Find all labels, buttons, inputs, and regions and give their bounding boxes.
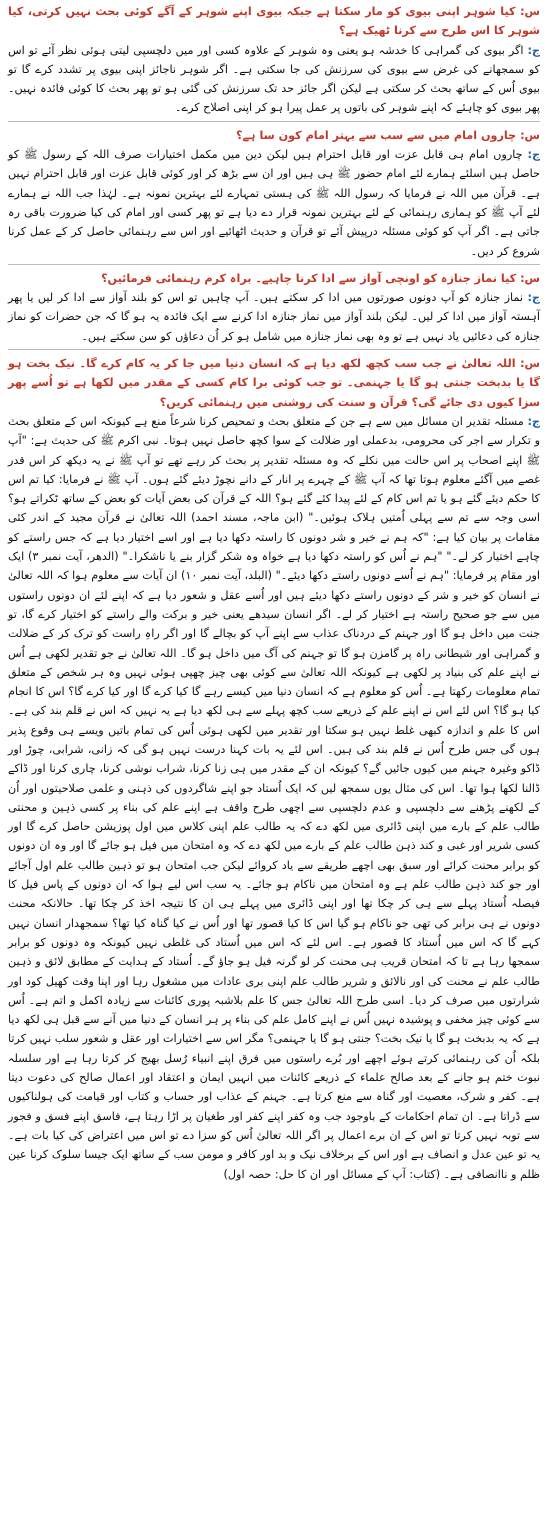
question-label: س:	[520, 271, 540, 285]
divider	[8, 264, 540, 265]
qa-item-2	[8, 126, 540, 261]
answer-2	[8, 145, 540, 261]
answer-text: مسئلہ تقدیر ان مسائل میں سے ہے جن کے متعلق بحث و تمحیص کرنا شرعاً منع ہے کیونکہ اس کے متعلق بحث و تکرار سے اجر کی محرومی، بدعملی اور ضلالت کے سوا کچھ حاصل نہیں ہوتا۔ نبی اکرم ﷺ کی حدیث ہے: "آپ ﷺ اپنے اصحاب پر اس حالت میں نکلے کہ وہ مسئلہ تقدیر پر بحث کر رہے تھے تو آپ ﷺ نے یہ دیکھ کر اس قدر غصے میں آگئے معلوم ہوتا تھا کہ آپ ﷺ کے چہرے پر انار کے دانے نچوڑ دیئے گئے ہوں۔ آپ ﷺ نے فرمایا: کیا تم اس کا حکم دیئے گئے ہو یا تم اس کام کے لئے پیدا کئے گئے ہو؟ اللہ کے قرآن کی بعض آیات کو بعض کے ساتھ ٹکراتے ہو؟ اسی وجہ سے تم سے پہلی اُمتیں ہلاک ہوئیں۔" (ابن ماجہ، مسند احمد) اللہ تعالیٰ نے قرآن مجید کے اندر کئی مقامات پر بیان کیا ہے: "کہ ہم نے خیر و شر دونوں کا راستہ دکھا دیا ہے اور اسے اختیار دیا ہے کہ جس راستے کو چاہے اختیار کر لے۔" "ہم نے اُس کو راستہ دکھا دیا ہے خواہ وہ شکر گزار بنے یا ناشکرا۔" (الدھر، آیت نمبر ۳) ایک اور مقام پر فرمایا: "ہم نے اُسے دونوں راستے دکھا دیئے۔" (البلد، آیت نمبر ۱۰) ان آیات سے معلوم ہوا کہ اللہ تعالیٰ نے انسان کو خیر و شر کے دونوں راستے دکھا دیئے ہیں اور اُسے عقل و شعور دیا ہے کہ اپنے لئے ان دونوں راستوں میں سے جو صحیح راستہ ہے اختیار کر لے۔ اگر انسان سیدھے یعنی خیر و برکت والے راستے کو اختیار کرے گا، تو جنت میں داخل ہو گا اور جہنم کے دردناک عذاب سے اپنے آپ کو بچالے گا اور اگر راہِ راست کو ترک کر کے ضلالت و گمراہی اور شیطانی راہ پر گامزن ہو گا تو جہنم کی آگ میں داخل ہو گا۔ اللہ تعالیٰ نے جو تقدیر لکھی ہے اُس نے اپنے علم کی بنیاد پر لکھی ہے کیونکہ اللہ تعالیٰ سے کوئی بھی چیز چھپی ہوئی نہیں وہ ہر شخص کے متعلق تمام معلومات رکھتا ہے۔ اُس کو معلوم ہے کہ انسان دنیا میں کیسے رہے گا کیا کرے گا اور کیا کرے گا؟ اس کا انجام کیا ہو گا؟ اس لئے اس نے اپنے علم کے ذریعے سب کچھ پہلے سے ہی لکھ دیا ہے یہ نہیں کہ اس نے قلم بند کی ہے۔ اس کا علم و اندازہ کبھی غلط نہیں ہو سکتا اور تقدیر میں لکھی ہوئی اُس کی تمام باتیں ویسے ہی وقوع پذیر ہوں گی جس طرح اُس نے قلم بند کی ہیں۔ اس لئے یہ بات کہنا درست نہیں ہو گی کہ زانی، شرابی، چوڑ اور ڈاکو وغیرہ جہنم میں کیوں جائیں گے؟ کیونکہ ان کے مقدر میں ہی زنا کرنا، شراب نوشی کرنا، چاری کرنا اور ڈاکے ڈالنا لکھا ہوا تھا۔ اس کی مثال یوں سمجھ لیں کہ ایک اُستاد جو اپنے شاگردوں کی ذہنی و علمی صلاحیتوں اور اُن کے لکھنے پڑھنے سے دلچسپی و عدم دلچسپی سے اچھی طرح واقف ہے اپنے علم کی بناء پر کسی ذہین و محنتی طالب علم کے بارے میں اپنی ڈائری میں لکھ دے کہ یہ طالب علم اپنی کلاس میں اول پوزیشن حاصل کرے گا اور کسی شریر اور غبی و کند ذہن طالب علم کے بارے میں لکھ دے کہ وہ امتحان میں فیل ہو جائے گا اور وہ ان دونوں کو برابر محنت کرائے اور سبق بھی اچھے طریقے سے یاد کروائے لیکن جب امتحان ہو تو ذہین طالب علم اول آجائے اور جو کند ذہن طالب علم ہے وہ امتحان میں ناکام ہو جائے۔ یہ سب اس لیے ہوا کہ ان دونوں کے پاس فیل کا فیصلہ اُستاد پہلے سے ہی کر چکا تھا اور اپنی ڈائری میں پہلے ہی ان کا نتیجہ اخذ کر چکا تھا۔ حالانکہ محنت دونوں نے ہی برابر کی تھی جو ناکام ہو گیا اس کا کیا قصور تھا اور اُس نے کیا گناہ کیا تھا؟ سمجھدار انسان نہیں کہے گا کہ اس میں اُستاد کا قصور ہے۔ اس لئے کہ اس میں اُستاد کی غلطی نہیں کیونکہ وہ دونوں کو برابر سمجھا رہا ہے تا کہ امتحان قریب ہی محنت کر لو گرنہ فیل ہو جاؤ گے۔ اُستاد کے ہدایت کے مطابق لائق و ذہین طالب علم نے محنت کی اور نالائق و شریر طالب علم اپنی بری عادات میں مشغول رہا اور اپنا وقت کھیل کود اور شرارتوں میں صرف کر دیا۔ اسی طرح اللہ تعالیٰ جس کا علم بلاشبہ پوری کائنات سے زیادہ اکمل و اتم ہے۔ اُس سے کوئی چیز مخفی و پوشیدہ نہیں اُس نے اپنے کامل علم کی بناء پر ہر انسان کے دنیا میں آنے سے قبل ہی لکھ دیا ہے کہ یہ بدبخت ہو گا یا نیک بخت؟ جنتی ہو گا یا جہنمی؟ مگر اس سے اختیارات اور عقل و شعور سلب نہیں کرتا بلکہ اُن کی رہنمائی کرتے ہوئے اچھے اور بُرے راستوں میں فرق اپنے انبیاء رُسل بھیج کر کرتا رہا ہے اور سلسلہ نبوت ختم ہو جانے کے بعد صالح علماء کے ذریعے کائنات میں انہیں ایمان و اعتقاد اور اعمال صالح کی دعوت دیتا ہے۔ کفر و شرک، معصیت اور گناہ سے منع کرتا ہے۔ جہنم کے عذاب اور حساب و کتاب اور قیامت کی ہولناکیوں سے ڈراتا ہے۔ ان تمام احکامات کے باوجود جب وہ کفر اپنے کفر اور طغیان پر اڑا رہتا ہے، فاسق اپنے فسق و فجور سے توبہ نہیں کرتا تو اس کے ان برے اعمال پر اگر اللہ تعالیٰ اُس کو سزا دے تو اس میں اعتراض کی کیا بات ہے۔ یہ تو عین عدل و انصاف ہے اور اس کے برخلاف نیک و بد اور کافر و مومن سب کے ساتھ ایک جیسا سلوک کرنا عین ظلم و ناانصافی ہے۔ (کتاب: آپ کے مسائل اور ان کا حل: حصہ اول)	[8, 414, 540, 1181]
question-text: چاروں امام میں سے سب سے بہتر امام کون سا ہے؟	[236, 128, 517, 142]
divider	[8, 121, 540, 122]
divider	[8, 349, 540, 350]
question-label: س:	[520, 357, 540, 371]
answer-label: ج:	[527, 291, 540, 305]
answer-label: ج:	[527, 43, 540, 57]
answer-1	[8, 41, 540, 118]
qa-item-4	[8, 354, 540, 1184]
answer-label: ج:	[527, 414, 541, 428]
question-text: اللہ تعالیٰ نے جب سب کچھ لکھ دیا ہے کہ انسان دنیا میں جا کر یہ کام کرے گا۔ نیک بخت ہو گا یا بدبخت جنتی ہو گا یا جہنمی۔ تو جب کوئی برا کام کسی کے مقدر میں لکھا ہے تو اُسے پھر سزا کیوں دی جائے گی؟ قرآن و سنت کی روشنی میں رہنمائی کریں؟	[8, 357, 540, 409]
answer-4	[8, 412, 540, 1184]
question-text: کیا شوہر اپنی بیوی کو مار سکتا ہے جبکہ بیوی اپنے شوہر کے آگے کوئی بحث نہیں کرتی، کیا شوہر کا اس طرح سے کرنا ٹھیک ہے؟	[8, 5, 540, 38]
question-4	[8, 354, 540, 412]
answer-text: نماز جنازہ کو آپ دونوں صورتوں میں ادا کر سکتے ہیں۔ آپ چاہیں تو اس کو بلند آواز سے ادا کر لیں یا پھر آہستہ آواز میں ادا کر لیں۔ لیکن بلند آواز میں نماز جنازہ ادا کرنے سے ایک فائدہ یہ ہو گا کہ جن حضرات کو نماز جنازہ کی دعائیں یاد نہیں ہے تو وہ بھی نماز جنازہ میں شامل ہو کر اُن دعاؤں کو سن سکتے ہیں۔	[8, 291, 540, 343]
answer-3	[8, 288, 540, 346]
question-text: کیا نماز جنازہ کو اونچی آواز سے ادا کرنا چاہیے۔ براہ کرم رہنمائی فرمائیں؟	[101, 271, 517, 285]
qa-item-1	[8, 2, 540, 118]
answer-label: ج:	[527, 148, 541, 162]
question-1	[8, 2, 540, 41]
answer-text: اگر بیوی کی گمراہی کا خدشہ ہو یعنی وہ شوہر کے علاوہ کسی اور میں دلچسپی لیتی ہوئی نظر آئے تو اس کو سمجھانے کی غرض سے بیوی کی سرزنش کی جا سکتی ہے۔ اگر شوہر ناجائز اپنی بیوی پر تشدد کرے گا تو بیوی اُس کے ساتھ بحث کر سکتی ہے لیکن اگر جائز حد تک سرزنش کی گئی ہو تو پھر بحث کا کوئی فائدہ نہیں۔ پھر بیوی کو چاہئے کہ اپنے شوہر کی باتوں پر عمل پیرا ہو کر اپنی اصلاح کرے۔	[8, 43, 540, 115]
answer-text: چاروں امام ہی قابل عزت اور قابل احترام ہیں لیکن دین میں مکمل اختیارات صرف اللہ کے رسول ﷺ کو حاصل ہیں اسلئے ہمارے لئے امام حضور ﷺ ہی ہیں اور ان سے بڑھ کر اور کوئی قابل عزت اور قابل احترام نہیں ہے۔ قرآن میں اللہ نے فرمایا کہ رسول اللہ ﷺ کی ہستی تمہارے لئے بہترین نمونہ ہے۔ لہٰذا جب اللہ نے ہمارے لئے آپ ﷺ کو ہماری رہنمائی کے لئے بہترین نمونہ قرار دے دیا ہے تو پھر کسی اور امام کی کیا ضرورت باقی رہ جاتی ہے۔ اگر آپ کو کوئی مسئلہ درپیش آئے تو قرآن و حدیث اٹھائیے اور اس سے رہنمائی حاصل کر کے عمل کرنا شروع کر دیں۔	[8, 148, 540, 258]
qa-item-3	[8, 269, 540, 346]
question-2	[8, 126, 540, 145]
question-label: س:	[520, 5, 540, 18]
question-label: س:	[520, 128, 540, 142]
question-3	[8, 269, 540, 288]
